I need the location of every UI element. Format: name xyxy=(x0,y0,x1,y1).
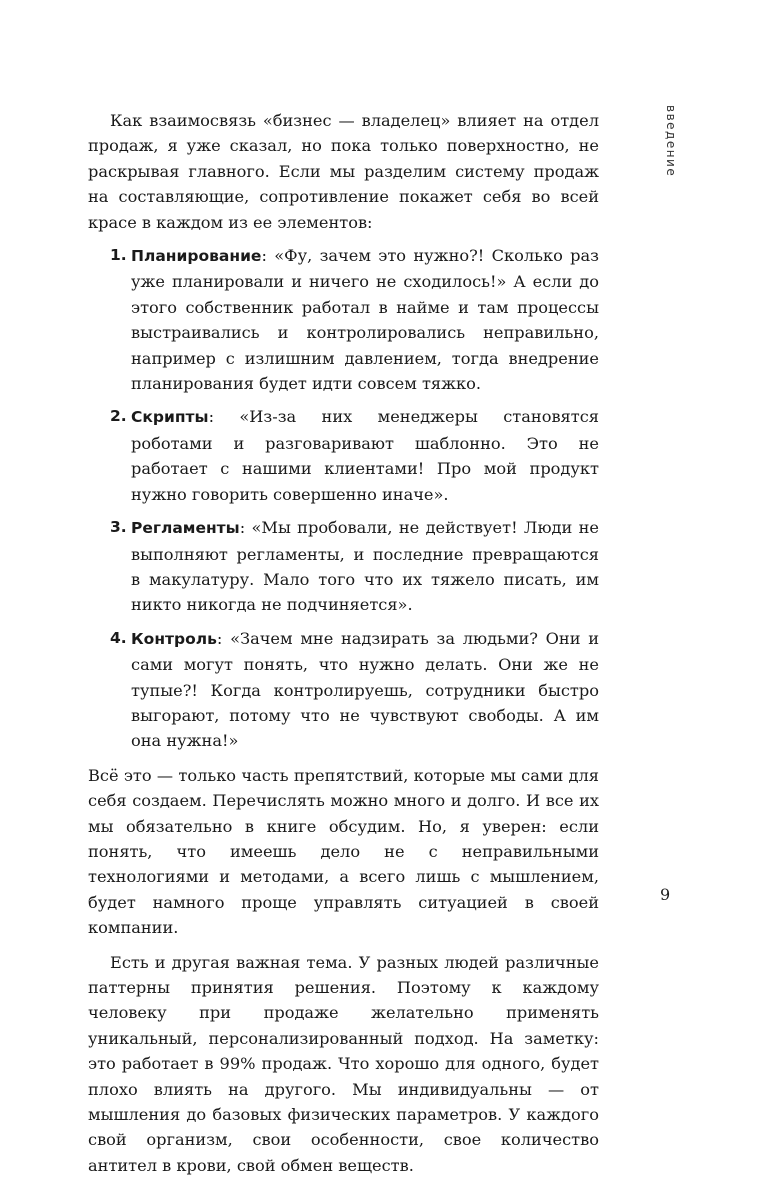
list-item-text: : «Мы пробовали, не действует! Люди не выполняют регламенты, и последние превращаются в макулатуру. Мало того что их тяжело писать, им никто никогда не подчиняется». xyxy=(131,518,599,615)
page-number: 9 xyxy=(660,885,671,904)
list-item-term: Регламенты xyxy=(131,519,240,538)
list-item-number: 1. xyxy=(110,246,127,265)
list-item-number: 4. xyxy=(110,628,127,647)
obstacles-list xyxy=(88,243,599,754)
list-item-term: Контроль xyxy=(131,629,217,648)
list-item xyxy=(88,243,599,396)
list-item-number: 2. xyxy=(110,407,127,426)
list-item-term: Планирование xyxy=(131,247,262,266)
body-paragraph-2: Всё это — только часть препятствий, которые мы сами для себя создаем. Перечислять можно много и долго. И все их мы обязательно в книге обсудим. Но, я уверен: если понять, что имеешь дело не с неправильными технологиями и методами, а всего лишь с мышлением, будет намного проще управлять ситуацией в своей компании. xyxy=(88,765,599,938)
intro-paragraph: Как взаимосвязь «бизнес — владелец» влияет на отдел продаж, я уже сказал, но пока только поверхностно, не раскрывая главного. Если мы разделим систему продаж на составляющие, сопротивление покажет себя во всей красе в каждом из ее элементов: xyxy=(88,111,599,232)
list-item xyxy=(88,404,599,507)
list-item-text: : «Фу, зачем это нужно?! Сколько раз уже планировали и ничего не сходилось!» А если до этого собственник работал в найме и там процессы выстраивались и контролировались неправильно, например с излишним давлением, тогда внедрение планирования будет идти совсем тяжко. xyxy=(131,246,599,394)
section-label: введение xyxy=(664,105,678,178)
list-item-number: 3. xyxy=(110,518,127,537)
list-item xyxy=(88,626,599,754)
body-paragraph-3: Есть и другая важная тема. У разных людей различные паттерны принятия решения. Поэтому к каждому человеку при продаже желательно применять уникальный, персонализированный подход. На заметку: это работает в 99% продаж. Что хорошо для одного, будет плохо влиять на другого. Мы индивидуальны — от мышления до базовых физических параметров. У каждого свой организм, свои особенности, свое количество антител в крови, свой обмен веществ. xyxy=(88,952,599,1175)
list-item-text: : «Из-за них менеджеры становятся роботами и разговаривают шаблонно. Это не работает с нашими клиентами! Про мой продукт нужно говорить совершенно иначе». xyxy=(131,407,599,504)
list-item-text: : «Зачем мне надзирать за людьми? Они и сами могут понять, что нужно делать. Они же не тупые?! Когда контролируешь, сотрудники быстро выгорают, потому что не чувствуют свободы. А им она нужна!» xyxy=(131,628,599,751)
list-item-term: Скрипты xyxy=(131,408,209,427)
page-body xyxy=(88,108,599,1178)
list-item xyxy=(88,515,599,618)
